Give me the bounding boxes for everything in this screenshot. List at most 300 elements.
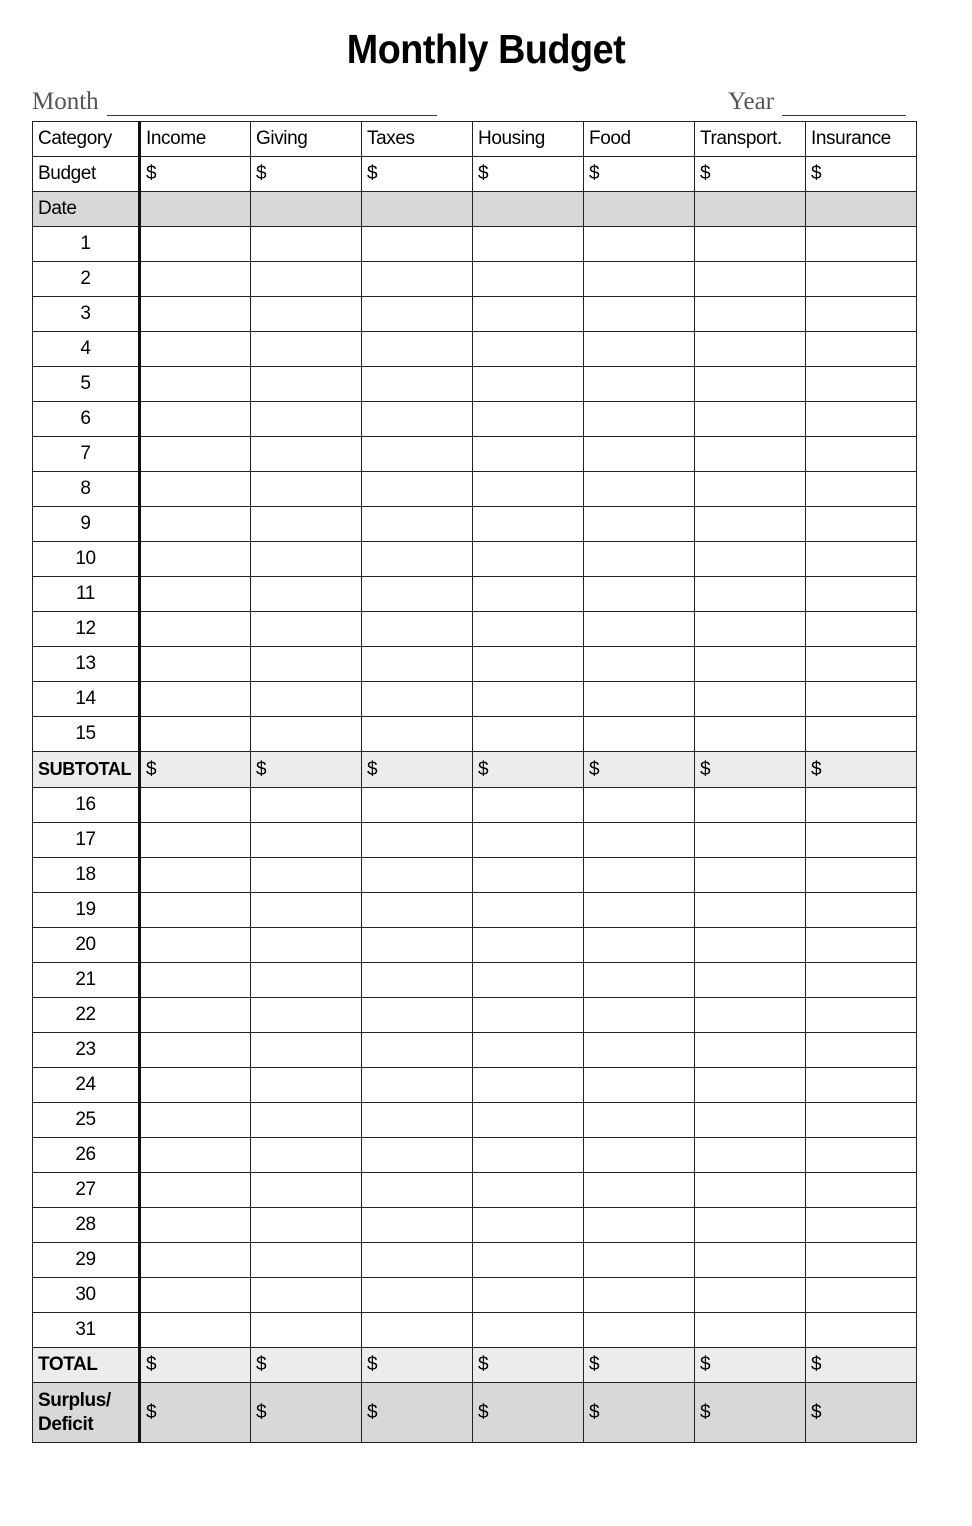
budget-table (32, 121, 917, 1443)
entry-cell[interactable] (806, 928, 917, 963)
entry-cell[interactable] (251, 788, 362, 823)
day-number: 25 (33, 1103, 140, 1138)
year-label: Year (728, 88, 775, 115)
entry-cell[interactable] (695, 1243, 806, 1278)
surplus-cell[interactable]: $ (140, 1383, 251, 1443)
entry-cell[interactable] (140, 332, 251, 367)
entry-cell[interactable] (251, 647, 362, 682)
day-number: 26 (33, 1138, 140, 1173)
entry-cell[interactable] (140, 998, 251, 1033)
entry-cell[interactable] (362, 647, 473, 682)
entry-cell[interactable] (473, 472, 584, 507)
entry-cell[interactable] (251, 858, 362, 893)
day-row (33, 858, 917, 893)
entry-cell[interactable] (695, 402, 806, 437)
entry-cell[interactable] (806, 437, 917, 472)
entry-cell[interactable] (584, 402, 695, 437)
entry-cell[interactable] (251, 963, 362, 998)
entry-cell[interactable] (140, 1208, 251, 1243)
entry-cell[interactable] (251, 577, 362, 612)
day-number: 21 (33, 963, 140, 998)
entry-cell[interactable] (362, 717, 473, 752)
entry-cell[interactable] (695, 542, 806, 577)
day-number: 22 (33, 998, 140, 1033)
entry-cell[interactable] (473, 297, 584, 332)
entry-cell[interactable] (695, 1138, 806, 1173)
entry-cell[interactable] (473, 1103, 584, 1138)
entry-cell[interactable] (251, 297, 362, 332)
total-cell[interactable]: $ (140, 1348, 251, 1383)
entry-cell[interactable] (140, 1138, 251, 1173)
subtotal-cell[interactable]: $ (362, 752, 473, 788)
entry-cell[interactable] (473, 1138, 584, 1173)
entry-cell[interactable] (251, 332, 362, 367)
entry-cell[interactable] (806, 577, 917, 612)
entry-cell[interactable] (584, 1313, 695, 1348)
entry-cell[interactable] (473, 1313, 584, 1348)
entry-cell[interactable] (695, 893, 806, 928)
budget-cell[interactable]: $ (695, 157, 806, 192)
entry-cell[interactable] (473, 402, 584, 437)
entry-cell[interactable] (362, 262, 473, 297)
entry-cell[interactable] (806, 612, 917, 647)
entry-cell[interactable] (584, 858, 695, 893)
entry-cell[interactable] (362, 577, 473, 612)
total-cell[interactable]: $ (473, 1348, 584, 1383)
entry-cell[interactable] (806, 1068, 917, 1103)
total-cell[interactable]: $ (362, 1348, 473, 1383)
entry-cell[interactable] (806, 1243, 917, 1278)
entry-cell[interactable] (140, 402, 251, 437)
total-cell[interactable]: $ (251, 1348, 362, 1383)
entry-cell[interactable] (362, 1103, 473, 1138)
day-row (33, 472, 917, 507)
entry-cell[interactable] (140, 1103, 251, 1138)
entry-cell[interactable] (695, 262, 806, 297)
entry-cell[interactable] (362, 788, 473, 823)
entry-cell[interactable] (362, 1313, 473, 1348)
entry-cell[interactable] (584, 1243, 695, 1278)
entry-cell[interactable] (806, 998, 917, 1033)
entry-cell[interactable] (806, 262, 917, 297)
entry-cell[interactable] (584, 1173, 695, 1208)
entry-cell[interactable] (362, 542, 473, 577)
entry-cell[interactable] (362, 1173, 473, 1208)
day-row (33, 1068, 917, 1103)
day-row (33, 507, 917, 542)
day-row (33, 612, 917, 647)
entry-cell[interactable] (362, 1068, 473, 1103)
entry-cell[interactable] (584, 788, 695, 823)
entry-cell[interactable] (695, 437, 806, 472)
entry-cell[interactable] (584, 893, 695, 928)
entry-cell[interactable] (806, 647, 917, 682)
entry-cell[interactable] (473, 998, 584, 1033)
entry-cell[interactable] (473, 332, 584, 367)
entry-cell[interactable] (251, 507, 362, 542)
day-number: 10 (33, 542, 140, 577)
entry-cell[interactable] (584, 1068, 695, 1103)
entry-cell[interactable] (362, 367, 473, 402)
entry-cell[interactable] (140, 437, 251, 472)
day-number: 31 (33, 1313, 140, 1348)
entry-cell[interactable] (362, 963, 473, 998)
total-label: TOTAL (33, 1348, 140, 1383)
entry-cell[interactable] (140, 858, 251, 893)
subtotal-cell[interactable]: $ (584, 752, 695, 788)
entry-cell[interactable] (251, 1033, 362, 1068)
column-header: Food (584, 122, 695, 157)
entry-cell[interactable] (362, 612, 473, 647)
entry-cell[interactable] (473, 963, 584, 998)
entry-cell[interactable] (584, 998, 695, 1033)
entry-cell[interactable] (473, 1068, 584, 1103)
entry-cell[interactable] (251, 682, 362, 717)
entry-cell[interactable] (695, 788, 806, 823)
entry-cell[interactable] (584, 367, 695, 402)
entry-cell[interactable] (362, 1208, 473, 1243)
entry-cell[interactable] (362, 437, 473, 472)
entry-cell[interactable] (473, 893, 584, 928)
entry-cell[interactable] (584, 823, 695, 858)
surplus-cell[interactable]: $ (362, 1383, 473, 1443)
entry-cell[interactable] (806, 1138, 917, 1173)
entry-cell[interactable] (695, 1173, 806, 1208)
day-row (33, 1033, 917, 1068)
entry-cell[interactable] (362, 402, 473, 437)
entry-cell[interactable] (584, 472, 695, 507)
entry-cell[interactable] (140, 1033, 251, 1068)
day-number: 18 (33, 858, 140, 893)
entry-cell[interactable] (584, 1208, 695, 1243)
entry-cell[interactable] (584, 1138, 695, 1173)
entry-cell[interactable] (695, 1208, 806, 1243)
entry-cell[interactable] (806, 507, 917, 542)
entry-cell[interactable] (362, 227, 473, 262)
column-header: Taxes (362, 122, 473, 157)
entry-cell[interactable] (584, 262, 695, 297)
entry-cell[interactable] (695, 297, 806, 332)
entry-cell[interactable] (362, 823, 473, 858)
entry-cell[interactable] (806, 893, 917, 928)
entry-cell[interactable] (695, 998, 806, 1033)
entry-cell[interactable] (251, 262, 362, 297)
entry-cell[interactable] (695, 928, 806, 963)
entry-cell[interactable] (806, 963, 917, 998)
entry-cell[interactable] (695, 647, 806, 682)
month-input-line[interactable] (107, 91, 437, 116)
entry-cell[interactable] (251, 612, 362, 647)
entry-cell[interactable] (695, 612, 806, 647)
day-row (33, 1173, 917, 1208)
entry-cell[interactable] (695, 1278, 806, 1313)
entry-cell[interactable] (140, 647, 251, 682)
entry-cell[interactable] (140, 367, 251, 402)
day-row (33, 963, 917, 998)
category-header: Category (33, 122, 140, 157)
total-cell[interactable]: $ (584, 1348, 695, 1383)
entry-cell[interactable] (806, 227, 917, 262)
entry-cell[interactable] (251, 1243, 362, 1278)
entry-cell[interactable] (695, 577, 806, 612)
entry-cell[interactable] (695, 823, 806, 858)
entry-cell[interactable] (584, 928, 695, 963)
entry-cell[interactable] (473, 823, 584, 858)
entry-cell[interactable] (695, 1068, 806, 1103)
subtotal-cell[interactable]: $ (251, 752, 362, 788)
entry-cell[interactable] (140, 717, 251, 752)
entry-cell[interactable] (362, 297, 473, 332)
entry-cell[interactable] (584, 647, 695, 682)
entry-cell[interactable] (140, 1278, 251, 1313)
entry-cell[interactable] (695, 1033, 806, 1068)
entry-cell[interactable] (584, 507, 695, 542)
entry-cell[interactable] (473, 1173, 584, 1208)
entry-cell[interactable] (695, 472, 806, 507)
entry-cell[interactable] (473, 928, 584, 963)
entry-cell[interactable] (362, 507, 473, 542)
column-header: Income (140, 122, 251, 157)
entry-cell[interactable] (695, 682, 806, 717)
entry-cell[interactable] (362, 998, 473, 1033)
entry-cell[interactable] (362, 893, 473, 928)
entry-cell[interactable] (251, 402, 362, 437)
day-number: 29 (33, 1243, 140, 1278)
day-row (33, 262, 917, 297)
entry-cell[interactable] (806, 367, 917, 402)
entry-cell[interactable] (695, 332, 806, 367)
entry-cell[interactable] (473, 788, 584, 823)
entry-cell[interactable] (473, 437, 584, 472)
entry-cell[interactable] (140, 1068, 251, 1103)
date-cell (251, 192, 362, 227)
entry-cell[interactable] (140, 928, 251, 963)
day-row (33, 1138, 917, 1173)
entry-cell[interactable] (584, 1033, 695, 1068)
entry-cell[interactable] (473, 227, 584, 262)
entry-cell[interactable] (251, 1278, 362, 1313)
day-number: 12 (33, 612, 140, 647)
date-label: Date (33, 192, 140, 227)
entry-cell[interactable] (140, 612, 251, 647)
entry-cell[interactable] (140, 788, 251, 823)
entry-cell[interactable] (362, 1243, 473, 1278)
entry-cell[interactable] (140, 893, 251, 928)
entry-cell[interactable] (140, 1313, 251, 1348)
entry-cell[interactable] (140, 227, 251, 262)
entry-cell[interactable] (251, 823, 362, 858)
entry-cell[interactable] (251, 1173, 362, 1208)
entry-cell[interactable] (140, 823, 251, 858)
entry-cell[interactable] (140, 1173, 251, 1208)
day-row (33, 788, 917, 823)
entry-cell[interactable] (806, 858, 917, 893)
entry-cell[interactable] (251, 893, 362, 928)
entry-cell[interactable] (140, 963, 251, 998)
total-cell[interactable]: $ (806, 1348, 917, 1383)
entry-cell[interactable] (251, 1208, 362, 1243)
entry-cell[interactable] (251, 472, 362, 507)
entry-cell[interactable] (806, 1173, 917, 1208)
total-row (33, 1348, 917, 1383)
entry-cell[interactable] (473, 717, 584, 752)
day-row (33, 332, 917, 367)
day-number: 27 (33, 1173, 140, 1208)
entry-cell[interactable] (251, 227, 362, 262)
entry-cell[interactable] (695, 367, 806, 402)
day-row (33, 1208, 917, 1243)
entry-cell[interactable] (695, 1103, 806, 1138)
entry-cell[interactable] (806, 1278, 917, 1313)
day-row (33, 297, 917, 332)
date-cell (140, 192, 251, 227)
entry-cell[interactable] (362, 472, 473, 507)
entry-cell[interactable] (362, 1278, 473, 1313)
budget-label: Budget (33, 157, 140, 192)
column-header: Transport. (695, 122, 806, 157)
budget-cell[interactable]: $ (362, 157, 473, 192)
surplus-cell[interactable]: $ (584, 1383, 695, 1443)
entry-cell[interactable] (140, 262, 251, 297)
entry-cell[interactable] (584, 577, 695, 612)
entry-cell[interactable] (473, 1243, 584, 1278)
entry-cell[interactable] (695, 227, 806, 262)
entry-cell[interactable] (584, 1278, 695, 1313)
entry-cell[interactable] (806, 1033, 917, 1068)
entry-cell[interactable] (362, 1033, 473, 1068)
entry-cell[interactable] (806, 717, 917, 752)
entry-cell[interactable] (140, 507, 251, 542)
entry-cell[interactable] (806, 1208, 917, 1243)
entry-cell[interactable] (584, 612, 695, 647)
entry-cell[interactable] (251, 1068, 362, 1103)
entry-cell[interactable] (584, 332, 695, 367)
entry-cell[interactable] (473, 367, 584, 402)
subtotal-cell[interactable]: $ (473, 752, 584, 788)
year-input-line[interactable] (782, 91, 906, 116)
entry-cell[interactable] (251, 437, 362, 472)
entry-cell[interactable] (584, 1103, 695, 1138)
entry-cell[interactable] (806, 1313, 917, 1348)
entry-cell[interactable] (806, 297, 917, 332)
entry-cell[interactable] (362, 1138, 473, 1173)
entry-cell[interactable] (695, 717, 806, 752)
budget-cell[interactable]: $ (251, 157, 362, 192)
day-number: 17 (33, 823, 140, 858)
entry-cell[interactable] (140, 682, 251, 717)
entry-cell[interactable] (584, 542, 695, 577)
entry-cell[interactable] (473, 1278, 584, 1313)
entry-cell[interactable] (473, 577, 584, 612)
entry-cell[interactable] (251, 542, 362, 577)
entry-cell[interactable] (584, 717, 695, 752)
entry-cell[interactable] (806, 788, 917, 823)
surplus-cell[interactable]: $ (806, 1383, 917, 1443)
entry-cell[interactable] (584, 437, 695, 472)
entry-cell[interactable] (806, 472, 917, 507)
entry-cell[interactable] (473, 542, 584, 577)
header-row (33, 122, 917, 157)
entry-cell[interactable] (251, 928, 362, 963)
day-number: 30 (33, 1278, 140, 1313)
entry-cell[interactable] (473, 507, 584, 542)
entry-cell[interactable] (806, 332, 917, 367)
day-row (33, 823, 917, 858)
entry-cell[interactable] (473, 1208, 584, 1243)
entry-cell[interactable] (584, 297, 695, 332)
entry-cell[interactable] (584, 682, 695, 717)
day-row (33, 367, 917, 402)
total-cell[interactable]: $ (695, 1348, 806, 1383)
date-cell (362, 192, 473, 227)
subtotal-cell[interactable]: $ (695, 752, 806, 788)
entry-cell[interactable] (251, 998, 362, 1033)
entry-cell[interactable] (584, 227, 695, 262)
entry-cell[interactable] (140, 1243, 251, 1278)
entry-cell[interactable] (473, 647, 584, 682)
budget-cell[interactable]: $ (806, 157, 917, 192)
day-number: 16 (33, 788, 140, 823)
day-number: 6 (33, 402, 140, 437)
entry-cell[interactable] (473, 1033, 584, 1068)
entry-cell[interactable] (362, 928, 473, 963)
surplus-label-line1: Surplus/ (38, 1389, 111, 1411)
surplus-cell[interactable]: $ (473, 1383, 584, 1443)
date-row (33, 192, 917, 227)
entry-cell[interactable] (140, 542, 251, 577)
budget-cell[interactable]: $ (473, 157, 584, 192)
entry-cell[interactable] (473, 612, 584, 647)
day-number: 9 (33, 507, 140, 542)
entry-cell[interactable] (806, 402, 917, 437)
day-number: 4 (33, 332, 140, 367)
entry-cell[interactable] (251, 1103, 362, 1138)
entry-cell[interactable] (140, 297, 251, 332)
entry-cell[interactable] (806, 542, 917, 577)
day-row (33, 1103, 917, 1138)
entry-cell[interactable] (251, 1138, 362, 1173)
entry-cell[interactable] (806, 682, 917, 717)
subtotal-cell[interactable]: $ (806, 752, 917, 788)
entry-cell[interactable] (362, 682, 473, 717)
budget-cell[interactable]: $ (584, 157, 695, 192)
subtotal-row (33, 752, 917, 788)
entry-cell[interactable] (140, 472, 251, 507)
entry-cell[interactable] (362, 332, 473, 367)
entry-cell[interactable] (806, 823, 917, 858)
entry-cell[interactable] (695, 507, 806, 542)
entry-cell[interactable] (473, 858, 584, 893)
entry-cell[interactable] (251, 367, 362, 402)
surplus-cell[interactable]: $ (251, 1383, 362, 1443)
entry-cell[interactable] (140, 577, 251, 612)
entry-cell[interactable] (473, 262, 584, 297)
entry-cell[interactable] (584, 963, 695, 998)
surplus-cell[interactable]: $ (695, 1383, 806, 1443)
entry-cell[interactable] (251, 717, 362, 752)
entry-cell[interactable] (251, 1313, 362, 1348)
budget-cell[interactable]: $ (140, 157, 251, 192)
date-cell (695, 192, 806, 227)
entry-cell[interactable] (473, 682, 584, 717)
entry-cell[interactable] (806, 1103, 917, 1138)
entry-cell[interactable] (362, 858, 473, 893)
day-row (33, 1278, 917, 1313)
entry-cell[interactable] (695, 963, 806, 998)
entry-cell[interactable] (695, 1313, 806, 1348)
subtotal-cell[interactable]: $ (140, 752, 251, 788)
entry-cell[interactable] (695, 858, 806, 893)
